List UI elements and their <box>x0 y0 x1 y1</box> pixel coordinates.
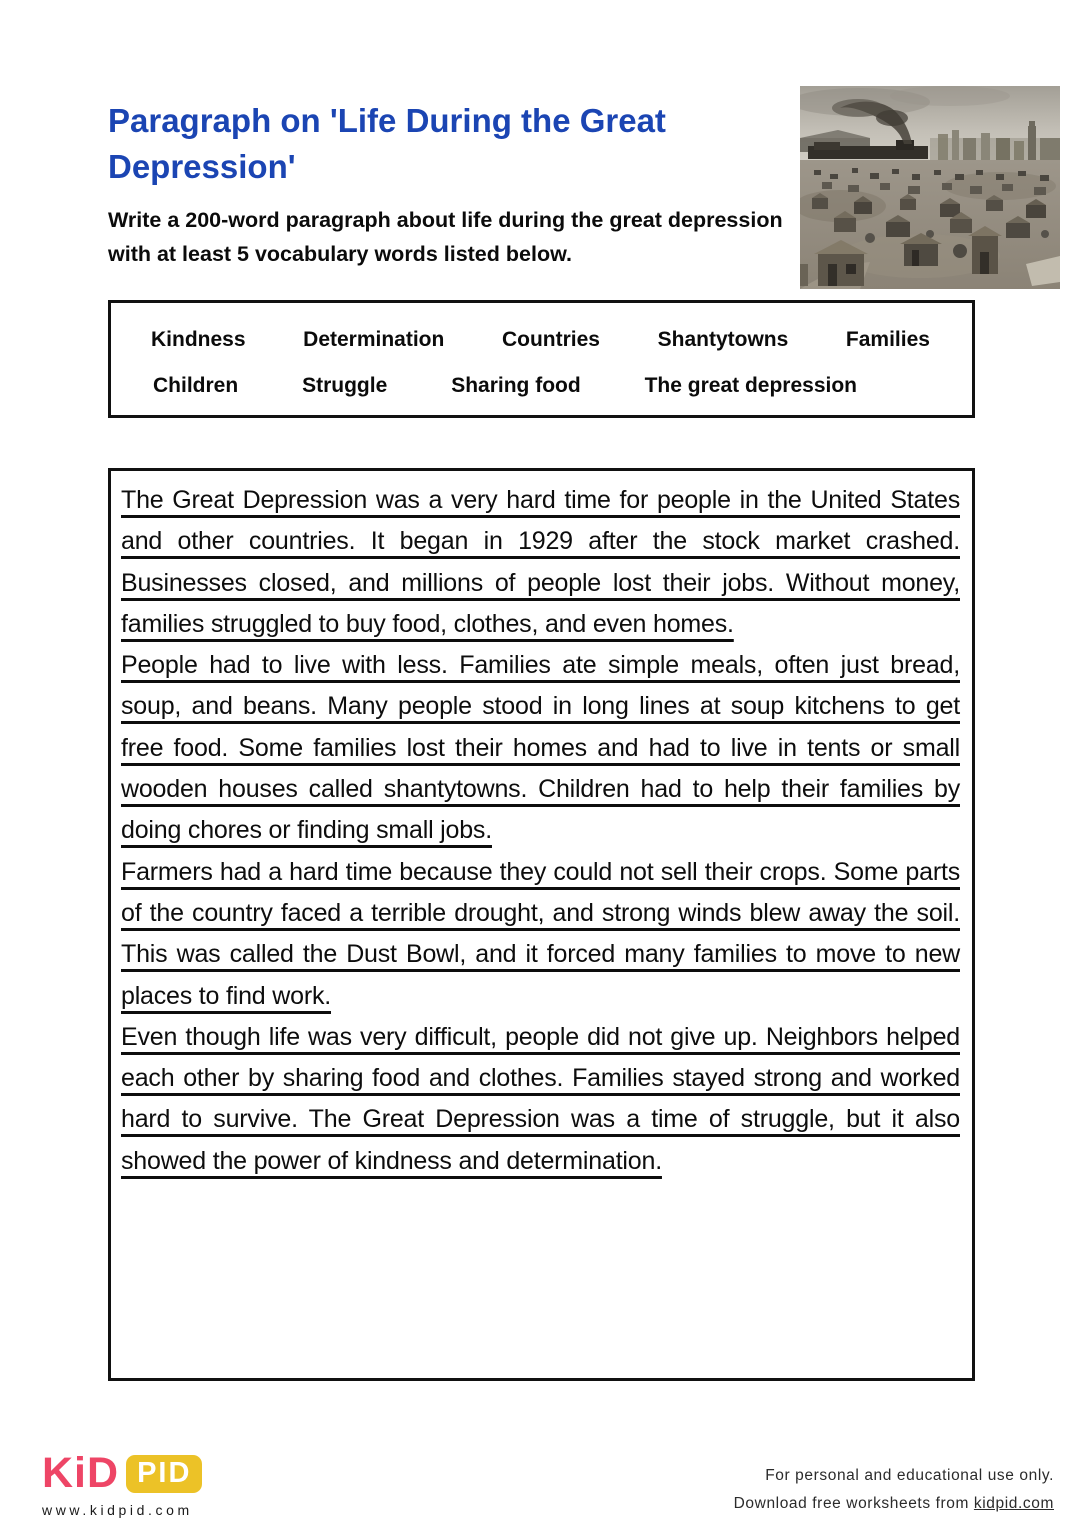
kidpid-logo <box>42 1449 202 1518</box>
vocab-word-kindness: Kindness <box>151 328 246 351</box>
kidpid-link[interactable]: kidpid.com <box>973 1495 1054 1513</box>
shantytown-photo <box>800 86 1060 289</box>
header-text <box>108 86 798 272</box>
vocab-word-countries: Countries <box>501 328 600 351</box>
vocab-word-shantytowns: Shantytowns <box>657 328 789 351</box>
vocab-word-determination: Determination <box>303 328 445 351</box>
kidpid-logo-pid-badge: PID <box>126 1455 202 1493</box>
footer <box>42 1449 1054 1518</box>
vocab-word-sharing-food: Sharing food <box>451 374 581 397</box>
vocab-word-struggle: Struggle <box>302 374 388 397</box>
essay-paragraph-1: The Great Depression was a very hard time for people in the United States and other countries. It began in 1929 after the stock market crashed. Businesses closed, and millions of people lost their jobs. Without money, families struggled to buy food, clothes, and even homes. <box>121 486 960 638</box>
essay-box <box>108 468 975 1381</box>
vocabulary-row-1 <box>111 303 972 352</box>
shantytown-photo-graphic <box>800 86 1060 289</box>
vocab-word-the-great-depression: The great depression <box>644 374 857 397</box>
header <box>108 86 1060 289</box>
kidpid-logo-row <box>42 1449 202 1497</box>
page-title: Paragraph on 'Life During the Great Depression' <box>108 102 666 185</box>
page-instructions: Write a 200-word paragraph about life during the great depression with at least 5 vocabulary words listed below. <box>108 208 783 267</box>
essay-paragraph-2: People had to live with less. Families ate simple meals, often just bread, soup, and beans. Many people stood in long lines at soup kitchens to get free food. Some families lost their homes and had to live in tents or small wooden houses called shantytowns. Children had to help their families by doing chores or finding small jobs. <box>121 651 960 845</box>
vocabulary-row-2 <box>111 352 972 398</box>
vocabulary-box <box>108 300 975 418</box>
essay-paragraph-4: Even though life was very difficult, people did not give up. Neighbors helped each other by sharing food and clothes. Families stayed strong and worked hard to survive. The Great Depression was a time of struggle, but it also showed the power of kindness and determination. <box>121 1022 960 1175</box>
kidpid-logo-kid-text: KiD <box>42 1449 120 1497</box>
footer-note-line2 <box>734 1490 1054 1518</box>
kidpid-logo-url: www.kidpid.com <box>42 1502 193 1518</box>
vocab-word-families: Families <box>845 328 930 351</box>
essay-paragraph-3: Farmers had a hard time because they could not sell their crops. Some parts of the country faced a terrible drought, and strong winds blew away the soil. This was called the Dust Bowl, and it forced many families to move to new places to find work. <box>121 857 960 1010</box>
vocab-word-children: Children <box>153 374 239 397</box>
footer-note-line1: For personal and educational use only. <box>765 1467 1054 1485</box>
footer-note <box>734 1462 1054 1518</box>
footer-note-line2-text: Download free worksheets from <box>733 1495 974 1513</box>
